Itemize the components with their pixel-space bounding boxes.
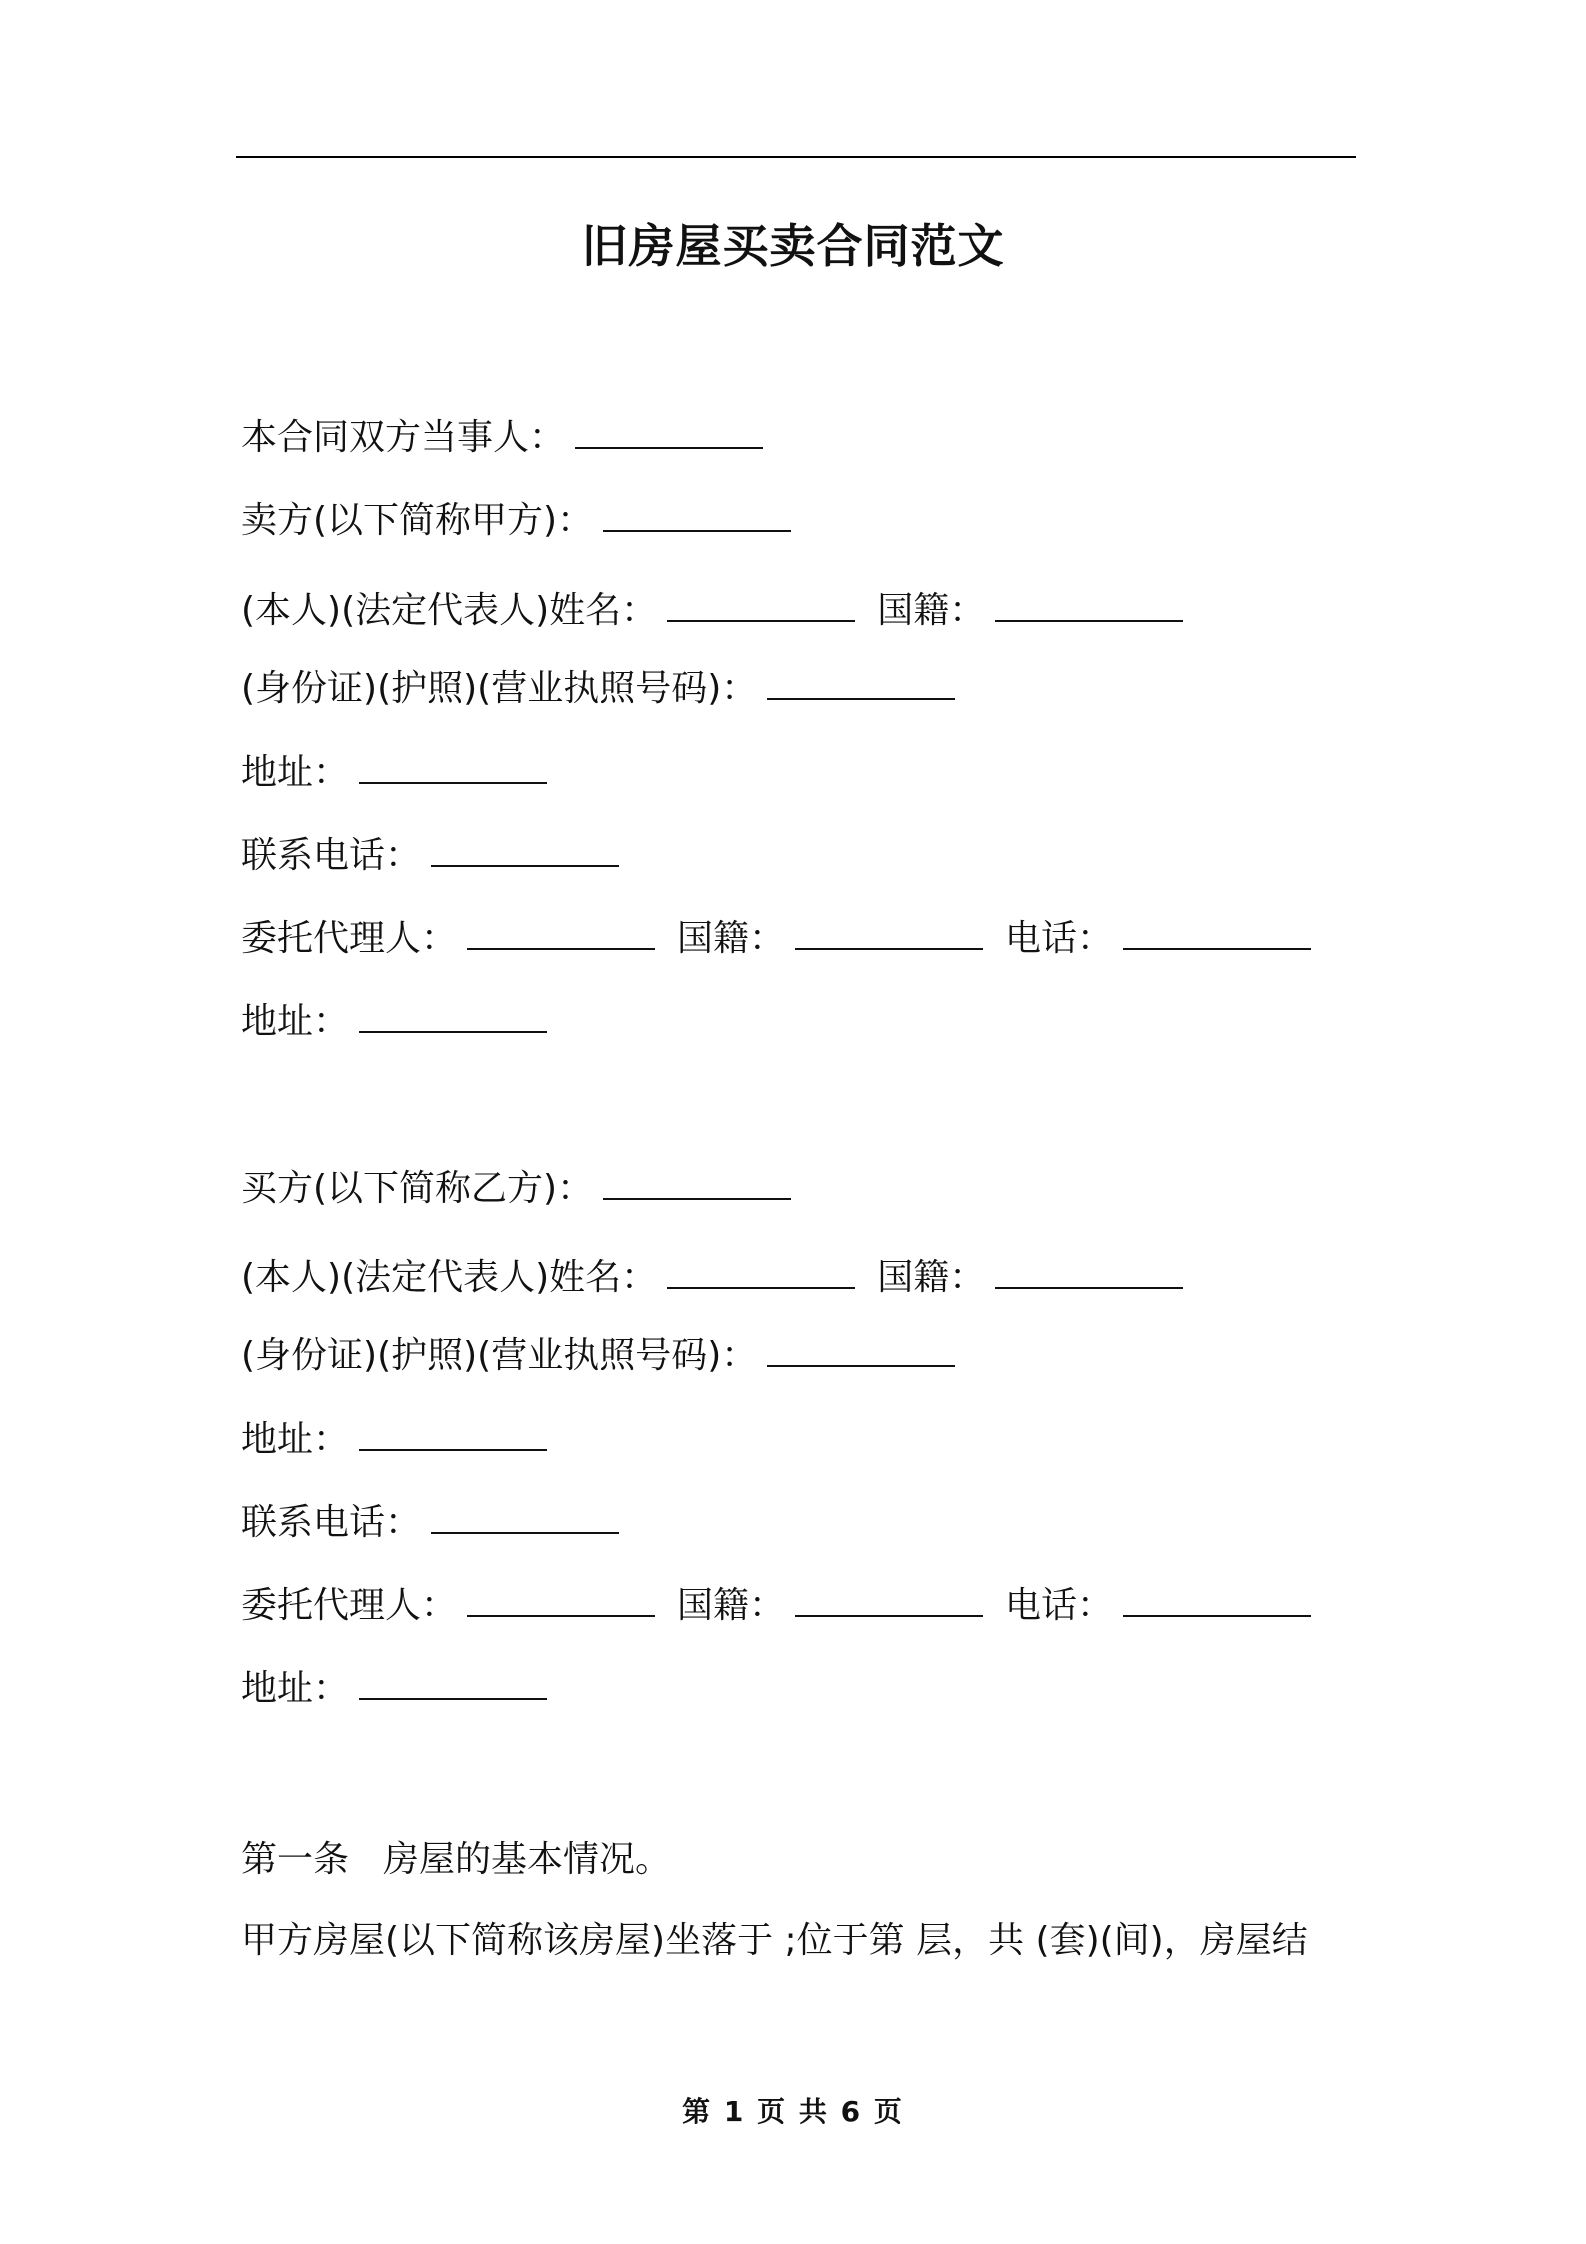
seller-phone-blank[interactable] bbox=[431, 837, 619, 867]
article1-text-line: 甲方房屋(以下简称该房屋)坐落于 ;位于第 层，共 (套)(间)，房屋结 bbox=[241, 1920, 1308, 1961]
page-footer: 第 1 页 共 6 页 bbox=[682, 2095, 904, 2128]
article1-heading-line bbox=[241, 1838, 671, 1882]
seller-address-line bbox=[241, 751, 547, 795]
buyer-blank[interactable] bbox=[603, 1170, 791, 1200]
buyer-heading: 买方(以下简称乙方)： bbox=[241, 1168, 594, 1209]
buyer-agent-nationality-label: 国籍： bbox=[677, 1585, 786, 1626]
seller-id-blank[interactable] bbox=[767, 670, 955, 700]
seller-agent-address-line bbox=[241, 1000, 547, 1044]
seller-name-label: (本人)(法定代表人)姓名： bbox=[241, 590, 658, 631]
article1-number: 第一条 bbox=[241, 1839, 350, 1880]
parties-line bbox=[241, 416, 763, 460]
buyer-name-label: (本人)(法定代表人)姓名： bbox=[241, 1257, 658, 1298]
buyer-agent-address-blank[interactable] bbox=[359, 1670, 547, 1700]
seller-agent-nationality-label: 国籍： bbox=[677, 918, 786, 959]
seller-heading: 卖方(以下简称甲方)： bbox=[241, 500, 594, 541]
seller-agent-label: 委托代理人： bbox=[241, 918, 458, 959]
buyer-id-label: (身份证)(护照)(营业执照号码)： bbox=[241, 1335, 758, 1376]
parties-label: 本合同双方当事人： bbox=[241, 417, 566, 458]
seller-agent-line bbox=[241, 917, 1311, 961]
article1-title: 房屋的基本情况。 bbox=[383, 1839, 672, 1880]
parties-blank[interactable] bbox=[575, 419, 763, 449]
seller-phone-line bbox=[241, 834, 619, 878]
seller-heading-line bbox=[241, 499, 791, 543]
buyer-address-label: 地址： bbox=[241, 1419, 350, 1460]
buyer-agent-label: 委托代理人： bbox=[241, 1585, 458, 1626]
buyer-agent-blank[interactable] bbox=[467, 1587, 655, 1617]
buyer-agent-address-line bbox=[241, 1667, 547, 1711]
seller-agent-nationality-blank[interactable] bbox=[795, 920, 983, 950]
buyer-agent-line bbox=[241, 1584, 1311, 1628]
seller-address-blank[interactable] bbox=[359, 754, 547, 784]
seller-agent-blank[interactable] bbox=[467, 920, 655, 950]
seller-agent-address-blank[interactable] bbox=[359, 1003, 547, 1033]
seller-agent-address-label: 地址： bbox=[241, 1001, 350, 1042]
seller-blank[interactable] bbox=[603, 502, 791, 532]
seller-nationality-blank[interactable] bbox=[995, 592, 1183, 622]
buyer-address-blank[interactable] bbox=[359, 1421, 547, 1451]
buyer-address-line bbox=[241, 1418, 547, 1462]
seller-agent-phone-blank[interactable] bbox=[1123, 920, 1311, 950]
buyer-agent-phone-label: 电话： bbox=[1005, 1585, 1114, 1626]
buyer-name-blank[interactable] bbox=[667, 1259, 855, 1289]
seller-id-line bbox=[241, 667, 955, 711]
buyer-phone-label: 联系电话： bbox=[241, 1502, 422, 1543]
buyer-nationality-blank[interactable] bbox=[995, 1259, 1183, 1289]
buyer-name-line bbox=[241, 1256, 1183, 1300]
seller-name-line bbox=[241, 589, 1183, 633]
buyer-heading-line bbox=[241, 1167, 791, 1211]
seller-phone-label: 联系电话： bbox=[241, 835, 422, 876]
buyer-nationality-label: 国籍： bbox=[877, 1257, 986, 1298]
seller-id-label: (身份证)(护照)(营业执照号码)： bbox=[241, 668, 758, 709]
buyer-id-blank[interactable] bbox=[767, 1337, 955, 1367]
buyer-agent-address-label: 地址： bbox=[241, 1668, 350, 1709]
seller-address-label: 地址： bbox=[241, 752, 350, 793]
buyer-agent-nationality-blank[interactable] bbox=[795, 1587, 983, 1617]
seller-nationality-label: 国籍： bbox=[877, 590, 986, 631]
header-rule bbox=[236, 156, 1356, 158]
buyer-phone-blank[interactable] bbox=[431, 1504, 619, 1534]
buyer-id-line bbox=[241, 1334, 955, 1378]
seller-agent-phone-label: 电话： bbox=[1005, 918, 1114, 959]
buyer-agent-phone-blank[interactable] bbox=[1123, 1587, 1311, 1617]
document-title: 旧房屋买卖合同范文 bbox=[581, 219, 1005, 273]
buyer-phone-line bbox=[241, 1501, 619, 1545]
seller-name-blank[interactable] bbox=[667, 592, 855, 622]
